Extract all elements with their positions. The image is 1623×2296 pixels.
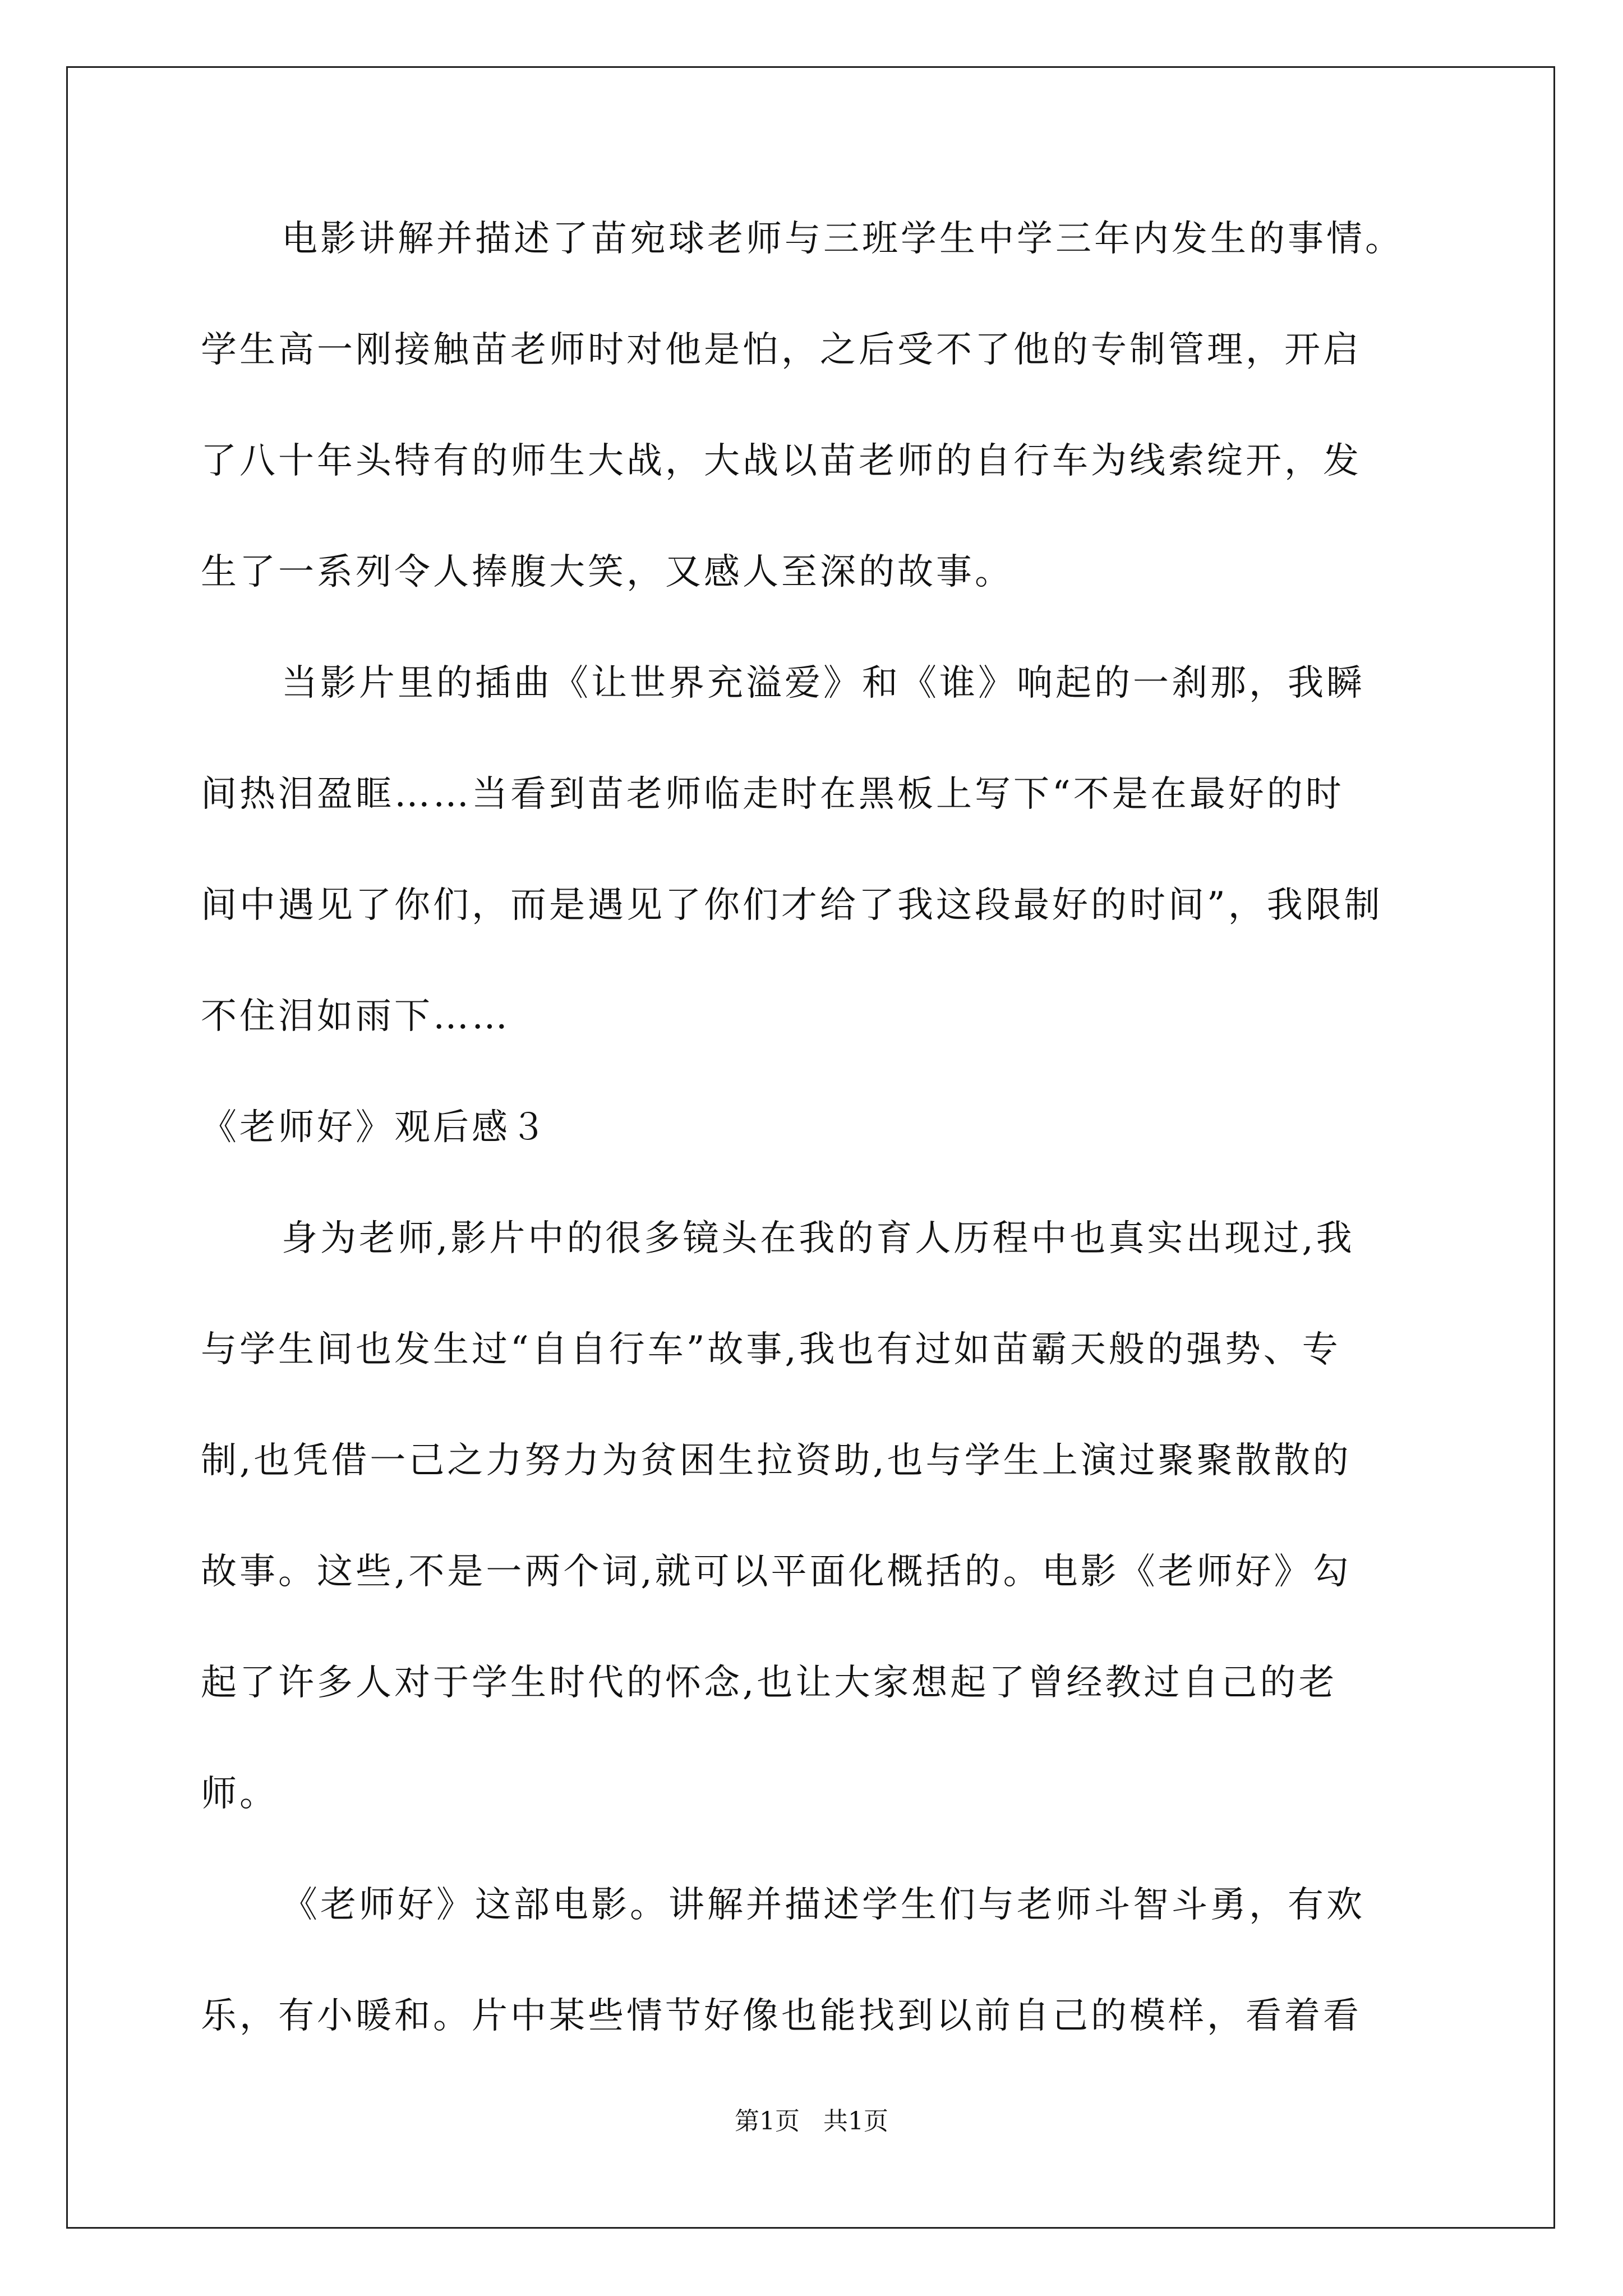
paragraph-3-line-5: 起了许多人对于学生时代的怀念,也让大家想起了曾经教过自己的老 xyxy=(201,1662,1338,1704)
paragraph-3-line-1: 身为老师,影片中的很多镜头在我的育人历程中也真实出现过,我 xyxy=(282,1218,1355,1259)
paragraph-3-line-2: 与学生间也发生过“自自行车”故事,我也有过如苗霸天般的强势、专 xyxy=(201,1329,1341,1370)
paragraph-3-line-3: 制,也凭借一己之力努力为贫困生拉资助,也与学生上演过聚聚散散的 xyxy=(201,1440,1352,1481)
paragraph-4-line-2: 乐，有小暖和。片中某些情节好像也能找到以前自己的模样，看着看 xyxy=(201,1995,1362,2037)
paragraph-3-line-4: 故事。这些,不是一两个词,就可以平面化概括的。电影《老师好》勾 xyxy=(201,1551,1352,1593)
paragraph-4-line-1: 《老师好》这部电影。讲解并描述学生们与老师斗智斗勇，有欢 xyxy=(282,1884,1365,1926)
paragraph-1-line-1: 电影讲解并描述了苗宛球老师与三班学生中学三年内发生的事情。 xyxy=(282,218,1404,260)
paragraph-1-line-2: 学生高一刚接触苗老师时对他是怕，之后受不了他的专制管理，开启 xyxy=(201,329,1362,371)
paragraph-2-line-1: 当影片里的插曲《让世界充溢爱》和《谁》响起的一刹那，我瞬 xyxy=(282,662,1365,704)
paragraph-2-line-3: 间中遇见了你们，而是遇见了你们才给了我这段最好的时间”，我限制 xyxy=(201,885,1383,926)
paragraph-3-line-6: 师。 xyxy=(201,1773,278,1815)
document-body xyxy=(201,212,1435,2100)
paragraph-2-line-2: 间热泪盈眶……当看到苗老师临走时在黑板上写下“不是在最好的时 xyxy=(201,774,1344,815)
page-footer: 第1页 共1页 xyxy=(735,2107,888,2136)
paragraph-1-line-3: 了八十年头特有的师生大战，大战以苗老师的自行车为线索绽开，发 xyxy=(201,440,1362,482)
paragraph-2-line-4: 不住泪如雨下…… xyxy=(201,996,510,1037)
paragraph-1-line-4: 生了一系列令人捧腹大笑，又感人至深的故事。 xyxy=(201,551,1013,593)
section-heading: 《老师好》观后感３ xyxy=(201,1107,549,1148)
